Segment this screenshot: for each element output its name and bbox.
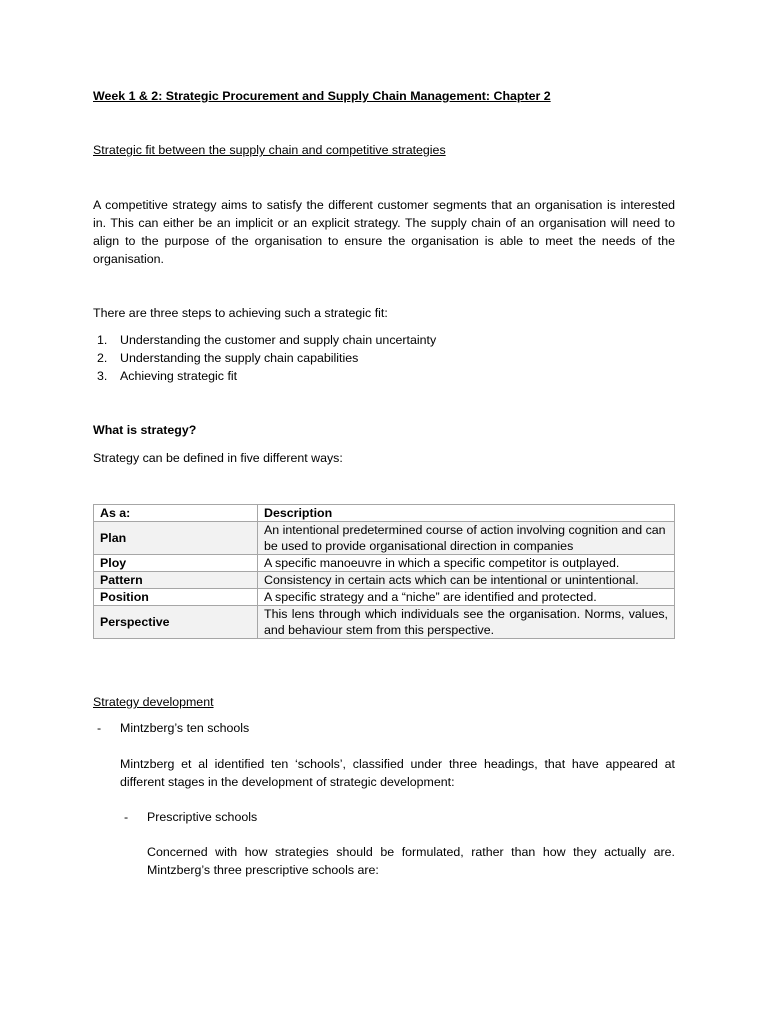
table-row <box>94 522 675 555</box>
table-term-cell: Position <box>94 589 258 606</box>
table-description-cell: A specific strategy and a “niche” are identified and protected. <box>258 589 675 606</box>
table-row <box>94 589 675 606</box>
list-item-text: Understanding the customer and supply chain uncertainty <box>120 333 437 347</box>
list-number: 3. <box>97 369 108 383</box>
table-row <box>94 555 675 572</box>
table-description-cell: A specific manoeuvre in which a specific competitor is outplayed. <box>258 555 675 572</box>
table-term-cell: Ploy <box>94 555 258 572</box>
table-header-cell: As a: <box>94 505 258 522</box>
strategy-development-heading: Strategy development <box>93 695 214 709</box>
list-item-text: Achieving strategic fit <box>120 369 238 383</box>
table-term-cell: Plan <box>94 522 258 555</box>
table-description-cell: Consistency in certain acts which can be intentional or unintentional. <box>258 572 675 589</box>
table-header-cell: Description <box>258 505 675 522</box>
steps-list <box>93 331 675 385</box>
strategy-defined-text: Strategy can be defined in five different ways: <box>93 451 343 465</box>
table-description-cell: An intentional predetermined course of action involving cognition and can be used to provide organisational direction in companies <box>258 522 675 555</box>
bullet-item-text: Mintzberg’s ten schools <box>120 721 250 735</box>
bullet-item-text: Prescriptive schools <box>147 810 258 824</box>
table-header-row <box>94 505 675 522</box>
list-item <box>93 367 675 385</box>
intro-paragraph: A competitive strategy aims to satisfy the different customer segments that an organisation is interested in. This can either be an implicit or an explicit strategy. The supply chain of an organisation will need to align to the purpose of the organisation to ensure the organisation is able to meet the needs of the organisation. <box>93 198 675 266</box>
strategy-definitions-table <box>93 504 675 639</box>
table-row <box>94 606 675 639</box>
list-number: 2. <box>97 351 108 365</box>
dash-bullet: - <box>97 721 102 735</box>
table-description-cell: This lens through which individuals see the organisation. Norms, values, and behaviour stem from this perspective. <box>258 606 675 639</box>
list-number: 1. <box>97 333 108 347</box>
list-item-text: Understanding the supply chain capabilities <box>120 351 359 365</box>
list-item <box>93 331 675 349</box>
dash-bullet: - <box>124 810 129 824</box>
table-row <box>94 572 675 589</box>
steps-intro: There are three steps to achieving such a strategic fit: <box>93 306 388 320</box>
table-term-cell: Pattern <box>94 572 258 589</box>
table-term-cell: Perspective <box>94 606 258 639</box>
prescriptive-paragraph: Concerned with how strategies should be formulated, rather than how they actually are. Mintzberg’s three prescriptive schools are: <box>147 845 675 877</box>
what-is-strategy-heading: What is strategy? <box>93 423 197 437</box>
document-title: Week 1 & 2: Strategic Procurement and Supply Chain Management: Chapter 2 <box>93 89 551 103</box>
list-item <box>93 349 675 367</box>
bullet-item-mintzberg <box>97 719 675 737</box>
mintzberg-paragraph: Mintzberg et al identified ten ‘schools’, classified under three headings, that have appeared at different stages in the development of strategic development: <box>120 757 675 789</box>
bullet-item-prescriptive <box>124 808 675 826</box>
section-heading: Strategic fit between the supply chain and competitive strategies <box>93 143 446 157</box>
